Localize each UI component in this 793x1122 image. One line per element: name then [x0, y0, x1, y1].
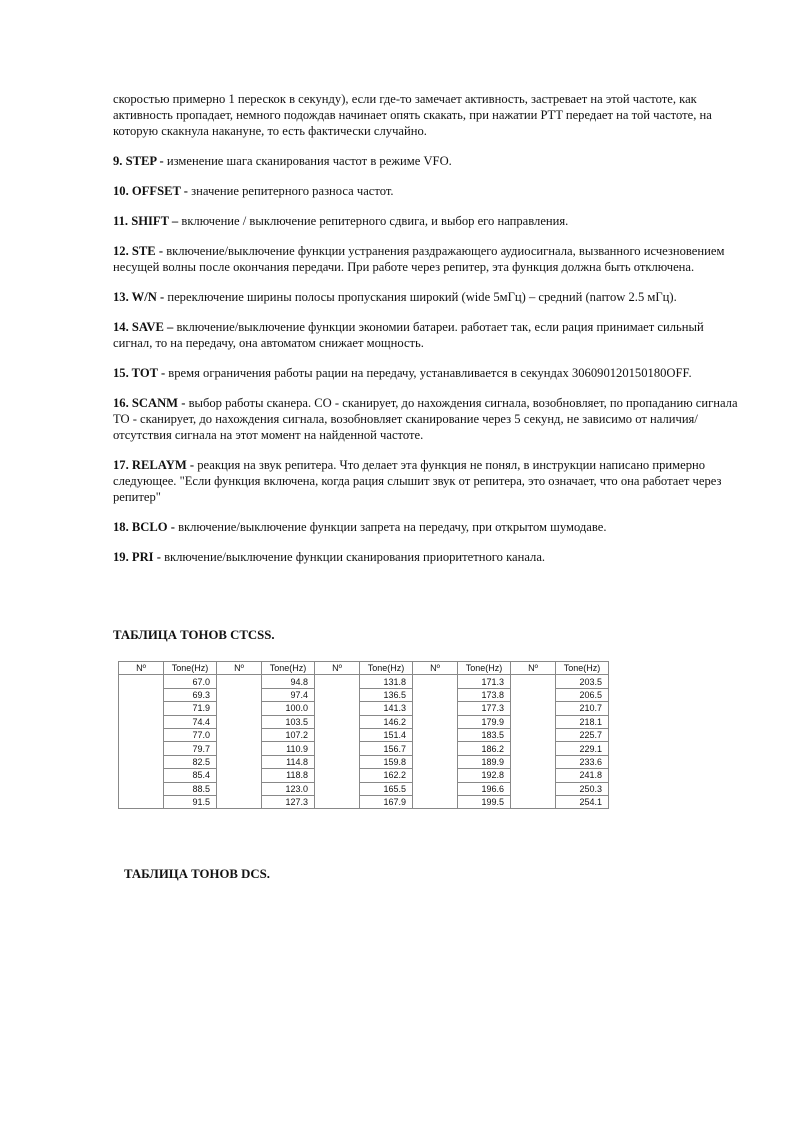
tone-cell: 127.3: [262, 795, 315, 808]
number-cell: [217, 782, 262, 795]
number-cell: [119, 715, 164, 728]
ctcss-table-heading: ТАБЛИЦА ТОНОВ CTCSS.: [113, 628, 275, 642]
number-cell: [511, 728, 556, 741]
tone-cell: 97.4: [262, 688, 315, 701]
number-cell: [413, 782, 458, 795]
number-cell: [413, 675, 458, 688]
number-cell: [119, 742, 164, 755]
number-cell: [217, 728, 262, 741]
number-cell: [217, 769, 262, 782]
tone-cell: 85.4: [164, 769, 217, 782]
number-cell: [217, 715, 262, 728]
tone-cell: 103.5: [262, 715, 315, 728]
list-item: [113, 243, 738, 275]
tone-cell: 171.3: [458, 675, 511, 688]
tone-cell: 206.5: [556, 688, 609, 701]
number-cell: [315, 782, 360, 795]
tone-cell: 110.9: [262, 742, 315, 755]
ctcss-tone-table: [118, 661, 609, 809]
tone-cell: 218.1: [556, 715, 609, 728]
column-header-number: Nº: [217, 662, 262, 675]
column-header-number: Nº: [413, 662, 458, 675]
table-row: [119, 688, 609, 701]
number-cell: [413, 769, 458, 782]
number-cell: [413, 728, 458, 741]
tone-cell: 179.9: [458, 715, 511, 728]
number-cell: [511, 782, 556, 795]
item-description: реакция на звук репитера. Что делает эта функция не понял, в инструкции написано примерно следующее. "Если функция включена, когда рация слышит звук от репитера, это означает, что она работает через репитер": [113, 458, 722, 504]
number-cell: [217, 795, 262, 808]
tone-cell: 151.4: [360, 728, 413, 741]
item-description: включение / выключение репитерного сдвига, и выбор его направления.: [178, 214, 569, 228]
number-cell: [511, 688, 556, 701]
tone-cell: 141.3: [360, 702, 413, 715]
number-cell: [413, 688, 458, 701]
tone-cell: 107.2: [262, 728, 315, 741]
item-description: включение/выключение функции устранения раздражающего аудиосигнала, вызванного исчезновением несущей волны после окончания передачи. При работе через репитер, эта функция должна быть отключена.: [113, 244, 725, 274]
number-cell: [217, 742, 262, 755]
tone-cell: 79.7: [164, 742, 217, 755]
column-header-tone: Tone(Hz): [164, 662, 217, 675]
item-description: изменение шага сканирования частот в режиме VFO.: [163, 154, 452, 168]
number-cell: [511, 702, 556, 715]
tone-cell: 250.3: [556, 782, 609, 795]
tone-cell: 162.2: [360, 769, 413, 782]
dcs-table-heading: ТАБЛИЦА ТОНОВ DCS.: [124, 867, 270, 881]
item-term: 13. W/N -: [113, 290, 165, 304]
list-item: [113, 213, 738, 229]
number-cell: [217, 702, 262, 715]
item-description: значение репитерного разноса частот.: [188, 184, 394, 198]
list-item: [113, 365, 738, 381]
tone-cell: 192.8: [458, 769, 511, 782]
tone-cell: 241.8: [556, 769, 609, 782]
tone-cell: 159.8: [360, 755, 413, 768]
number-cell: [315, 688, 360, 701]
table-row: [119, 769, 609, 782]
number-cell: [119, 675, 164, 688]
item-description: время ограничения работы рации на передачу, устанавливается в секундах 306090120150180OFF.: [165, 366, 692, 380]
column-header-tone: Tone(Hz): [360, 662, 413, 675]
table-row: [119, 755, 609, 768]
table-header-row: [119, 662, 609, 675]
number-cell: [315, 715, 360, 728]
tone-cell: 74.4: [164, 715, 217, 728]
tone-cell: 183.5: [458, 728, 511, 741]
item-term: 14. SAVE –: [113, 320, 174, 334]
tone-cell: 156.7: [360, 742, 413, 755]
number-cell: [413, 715, 458, 728]
list-item: [113, 519, 738, 535]
tone-cell: 233.6: [556, 755, 609, 768]
number-cell: [511, 742, 556, 755]
number-cell: [511, 675, 556, 688]
tone-cell: 136.5: [360, 688, 413, 701]
tone-cell: 196.6: [458, 782, 511, 795]
tone-cell: 146.2: [360, 715, 413, 728]
column-header-tone: Tone(Hz): [458, 662, 511, 675]
tone-cell: 254.1: [556, 795, 609, 808]
list-item: [113, 183, 738, 199]
column-header-tone: Tone(Hz): [556, 662, 609, 675]
number-cell: [315, 702, 360, 715]
tone-cell: 123.0: [262, 782, 315, 795]
tone-cell: 82.5: [164, 755, 217, 768]
list-item: [113, 289, 738, 305]
tone-cell: 210.7: [556, 702, 609, 715]
table-row: [119, 795, 609, 808]
tone-cell: 71.9: [164, 702, 217, 715]
number-cell: [511, 715, 556, 728]
tone-cell: 118.8: [262, 769, 315, 782]
number-cell: [119, 688, 164, 701]
tone-cell: 165.5: [360, 782, 413, 795]
tone-cell: 88.5: [164, 782, 217, 795]
number-cell: [119, 702, 164, 715]
tone-cell: 114.8: [262, 755, 315, 768]
item-term: 12. STE -: [113, 244, 164, 258]
number-cell: [119, 782, 164, 795]
tone-cell: 173.8: [458, 688, 511, 701]
number-cell: [511, 755, 556, 768]
number-cell: [315, 675, 360, 688]
number-cell: [217, 688, 262, 701]
tone-cell: 100.0: [262, 702, 315, 715]
number-cell: [119, 769, 164, 782]
list-item: [113, 319, 738, 351]
item-description: переключение ширины полосы пропускания широкий (wide 5мГц) – средний (narrow 2.5 мГц).: [164, 290, 677, 304]
number-cell: [315, 728, 360, 741]
number-cell: [413, 795, 458, 808]
tone-cell: 203.5: [556, 675, 609, 688]
item-term: 15. TOT -: [113, 366, 166, 380]
number-cell: [413, 755, 458, 768]
list-item: [113, 153, 738, 169]
item-description: включение/выключение функции экономии батареи. работает так, если рация принимает сильный сигнал, то на передачу, она автоматом снижает мощность.: [113, 320, 704, 350]
number-cell: [315, 795, 360, 808]
number-cell: [119, 728, 164, 741]
tone-cell: 94.8: [262, 675, 315, 688]
item-term: 16. SCANM -: [113, 396, 186, 410]
tone-cell: 77.0: [164, 728, 217, 741]
tone-cell: 177.3: [458, 702, 511, 715]
number-cell: [413, 742, 458, 755]
number-cell: [217, 755, 262, 768]
table-row: [119, 742, 609, 755]
table-row: [119, 782, 609, 795]
item-description: включение/выключение функции запрета на передачу, при открытом шумодаве.: [174, 520, 607, 534]
column-header-tone: Tone(Hz): [262, 662, 315, 675]
item-term: 10. OFFSET -: [113, 184, 188, 198]
item-description: выбор работы сканера. CO - сканирует, до нахождения сигнала, возобновляет, по пропаданию сигнала TO - сканирует, до нахождения сигнала, возобновляет сканирование через 5 секунд, не зависимо от наличия/отсутствия сигнала на этот момент на найденной частоте.: [113, 396, 738, 442]
intro-paragraph: скоростью примерно 1 перескок в секунду), если где-то замечает активность, застревает на этой частоте, как активность пропадает, немного подождав начинает опять скакать, при нажатии PTT передает на той частоте, на которую скакнула накануне, то есть фактически случайно.: [113, 92, 712, 138]
number-cell: [119, 755, 164, 768]
number-cell: [119, 795, 164, 808]
item-term: 18. BCLO -: [113, 520, 175, 534]
table-row: [119, 675, 609, 688]
number-cell: [511, 795, 556, 808]
list-item: [113, 395, 738, 443]
menu-items-list: [113, 153, 738, 565]
document-body: [113, 91, 738, 579]
tone-cell: 189.9: [458, 755, 511, 768]
number-cell: [413, 702, 458, 715]
tone-cell: 199.5: [458, 795, 511, 808]
column-header-number: Nº: [511, 662, 556, 675]
list-item: [113, 457, 738, 505]
number-cell: [217, 675, 262, 688]
table-row: [119, 715, 609, 728]
tone-cell: 229.1: [556, 742, 609, 755]
number-cell: [315, 742, 360, 755]
table-body: [119, 675, 609, 809]
number-cell: [511, 769, 556, 782]
tone-cell: 131.8: [360, 675, 413, 688]
number-cell: [315, 755, 360, 768]
item-term: 9. STEP -: [113, 154, 164, 168]
tone-cell: 167.9: [360, 795, 413, 808]
item-term: 17. RELAYM -: [113, 458, 195, 472]
column-header-number: Nº: [119, 662, 164, 675]
tone-cell: 225.7: [556, 728, 609, 741]
number-cell: [315, 769, 360, 782]
item-term: 19. PRI -: [113, 550, 161, 564]
tone-cell: 67.0: [164, 675, 217, 688]
list-item: [113, 549, 738, 565]
tone-cell: 69.3: [164, 688, 217, 701]
table-row: [119, 728, 609, 741]
column-header-number: Nº: [315, 662, 360, 675]
tone-cell: 91.5: [164, 795, 217, 808]
tone-cell: 186.2: [458, 742, 511, 755]
table-row: [119, 702, 609, 715]
item-description: включение/выключение функции сканирования приоритетного канала.: [160, 550, 546, 564]
item-term: 11. SHIFT –: [113, 214, 179, 228]
